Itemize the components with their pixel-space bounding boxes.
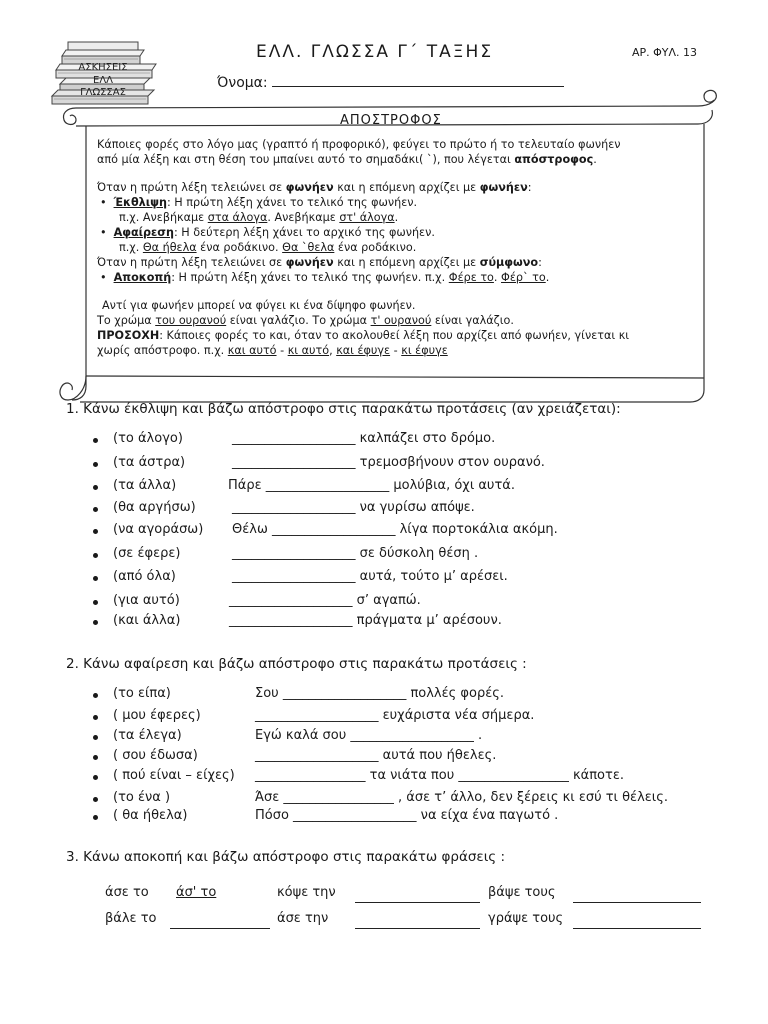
bullet-icon [93,775,98,780]
intro-line-2: από μία λέξη και στη θέση του μπαίνει αυτό το σημαδάκι( `), που λέγεται απόστροφος. [97,153,597,166]
apokopi-definition: • Αποκοπή: Η πρώτη λέξη χάνει το τελικό της φωνήεν. π.χ. Φέρε το. Φέρ` το. [100,271,550,284]
ex1-item-sentence[interactable]: ___________________ πράγματα μ’ αρέσουν. [229,613,502,628]
ex2-item-sentence[interactable]: _________________ τα νιάτα που _________________ κάποτε. [255,768,624,783]
afairesi-definition: • Αφαίρεση: Η δεύτερη λέξη χάνει το αρχικό της φωνήεν. [100,226,435,239]
ex1-item-sentence[interactable]: ___________________ αυτά, τούτο μ’ αρέσει. [232,569,508,584]
bullet-icon [93,507,98,512]
ex3-phrase-2b: άσε την [277,911,329,926]
exercise-2-title: 2. Κάνω αφαίρεση και βάζω απόστροφο στις παρακάτω προτάσεις : [66,656,527,672]
ex2-item-hint: ( σου έδωσα) [113,748,198,763]
ex3-phrase-2c: γράψε τους [488,911,564,926]
bullet-icon [93,693,98,698]
ex2-item-sentence[interactable]: ___________________ ευχάριστα νέα σήμερα. [255,708,535,723]
attention-example: χωρίς απόστροφο. π.χ. και αυτό - κι αυτό, και έφυγε - κι έφυγε [97,344,448,357]
svg-text:ΕΛΛ: ΕΛΛ [93,75,113,86]
ex1-item-hint: (θα αργήσω) [113,500,196,515]
name-label: Όνομα: [217,75,268,91]
ex3-blank-2b[interactable] [355,928,480,929]
ex1-item-sentence[interactable]: ___________________ να γυρίσω απόψε. [232,500,475,515]
diphthong-example: Το χρώμα του ουρανού είναι γαλάζιο. Το χρώμα τ' ουρανού είναι γαλάζιο. [97,314,514,327]
bullet-icon [93,600,98,605]
rule-vowel-consonant: Όταν η πρώτη λέξη τελειώνει σε φωνήεν και η επόμενη αρχίζει με σύμφωνο: [97,256,542,269]
ex1-item-hint: (να αγοράσω) [113,522,204,537]
ex2-item-hint: ( θα ήθελα) [113,808,188,823]
attention-note: ΠΡΟΣΟΧΗ: Κάποιες φορές το και, όταν το ακολουθεί λέξη που αρχίζει από φωνήεν, γίνεται κι [97,329,630,342]
ex2-item-hint: ( πού είναι – είχες) [113,768,235,783]
bullet-icon [93,529,98,534]
ex3-blank-2a[interactable] [170,928,270,929]
intro-line-1: Κάποιες φορές στο λόγο μας (γραπτό ή προφορικό), φεύγει το πρώτο ή το τελευταίο φωνήεν [97,138,621,151]
ex1-item-hint: (τα άλλα) [113,478,177,493]
svg-text:ΓΛΩΣΣΑΣ: ΓΛΩΣΣΑΣ [80,87,126,98]
ex3-phrase-1a: άσε το [105,885,149,900]
ex1-item-hint: (και άλλα) [113,613,181,628]
ex3-phrase-1c: βάψε τους [488,885,556,900]
ex1-item-hint: (από όλα) [113,569,176,584]
ex2-item-sentence[interactable]: Άσε _________________ , άσε τ’ άλλο, δεν ξέρεις κι εσύ τι θέλεις. [255,790,668,805]
diphthong-note: Αντί για φωνήεν μπορεί να φύγει κι ένα δίψηφο φωνήεν. [102,299,416,312]
ex1-item-sentence[interactable]: ___________________ καλπάζει στο δρόμο. [232,431,496,446]
bullet-icon [93,553,98,558]
bullet-icon [93,576,98,581]
bullet-icon [93,815,98,820]
ex1-item-sentence[interactable]: Πάρε ___________________ μολύβια, όχι αυτά. [228,478,515,493]
ex2-item-hint: (το είπα) [113,686,171,701]
ekthlipsi-example: π.χ. Ανεβήκαμε στα άλογα. Ανεβήκαμε στ' άλογα. [119,211,399,224]
ex2-item-hint: (τα έλεγα) [113,728,182,743]
ex1-item-hint: (το άλογο) [113,431,183,446]
bullet-icon [93,485,98,490]
sheet-number: ΑΡ. ΦΥΛ. 13 [632,46,698,59]
exercise-1-title: 1. Κάνω έκθλιψη και βάζω απόστροφο στις παρακάτω προτάσεις (αν χρειάζεται): [66,401,621,417]
ex1-item-hint: (σε έφερε) [113,546,181,561]
bullet-icon [93,755,98,760]
bullet-icon [93,797,98,802]
ex3-blank-1c[interactable] [573,902,701,903]
bullet-icon [93,462,98,467]
ex2-item-hint: ( μου έφερες) [113,708,201,723]
ex1-item-sentence[interactable]: ___________________ σ’ αγαπώ. [229,593,421,608]
ex2-item-sentence[interactable]: ___________________ αυτά που ήθελες. [255,748,497,763]
ekthlipsi-definition: • Έκθλιψη: Η πρώτη λέξη χάνει το τελικό της φωνήεν. [100,196,418,209]
ex2-item-hint: (το ένα ) [113,790,171,805]
ex2-item-sentence[interactable]: Σου ___________________ πολλές φορές. [255,686,504,701]
ex3-phrase-2a: βάλε το [105,911,157,926]
ex1-item-hint: (για αυτό) [113,593,180,608]
theory-text [97,137,709,358]
ex1-item-hint: (τα άστρα) [113,455,186,470]
worksheet-title: ΕΛΛ. ΓΛΩΣΣΑ Γ΄ ΤΑΞΗΣ [256,42,494,62]
bullet-icon [93,735,98,740]
ex1-item-sentence[interactable]: ___________________ σε δύσκολη θέση . [232,546,479,561]
theory-title: ΑΠΟΣΤΡΟΦΟΣ [340,113,442,128]
rule-vowel-vowel: Όταν η πρώτη λέξη τελειώνει σε φωνήεν και η επόμενη αρχίζει με φωνήεν: [97,181,532,194]
ex3-blank-2c[interactable] [573,928,701,929]
ex2-item-sentence[interactable]: Εγώ καλά σου ___________________ . [255,728,483,743]
bullet-icon [93,715,98,720]
svg-text:ΑΣΚΗΣΕΙΣ: ΑΣΚΗΣΕΙΣ [78,62,128,73]
afairesi-example: π.χ. Θα ήθελα ένα ροδάκινο. Θα `θελα ένα ροδάκινο. [119,241,417,254]
ex1-item-sentence[interactable]: ___________________ τρεμοσβήνουν στον ουρανό. [232,455,545,470]
ex2-item-sentence[interactable]: Πόσο ___________________ να είχα ένα παγωτό . [255,808,559,823]
ex1-item-sentence[interactable]: Θέλω ___________________ λίγα πορτοκάλια ακόμη. [232,522,558,537]
bullet-icon [93,620,98,625]
ex3-blank-1b[interactable] [355,902,480,903]
ex3-phrase-1b: κόψε την [277,885,336,900]
bullet-icon [93,438,98,443]
exercise-3-title: 3. Κάνω αποκοπή και βάζω απόστροφο στις παρακάτω φράσεις : [66,849,506,865]
ex3-answer-1a[interactable]: άσ' το [176,885,217,900]
